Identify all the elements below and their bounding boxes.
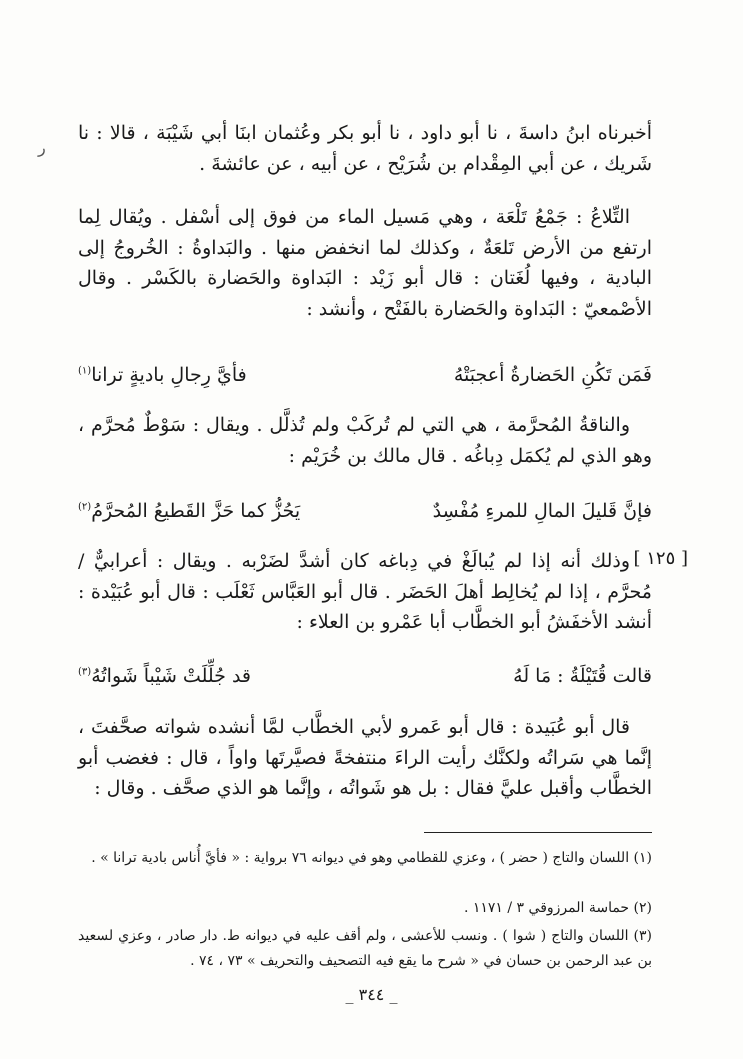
paragraph-isnad: أخبرناه ابنُ داسةَ ، نا أبو داود ، نا أبو بكر وعُثمان ابنَا أبي شَيْبَة ، قالا : نا شَريك ، عن أبي المِقْدام بن شُرَيْح ، عن أبيه ، عن عائشةَ . (78, 122, 652, 175)
verse-3-second-hemistich: قد جُلِّلَتْ شَيْباً شَواتُهُ$^{(٣)}$ (78, 665, 252, 687)
footnote-ref-2: (٢) (78, 501, 92, 513)
footnote-1: (١) اللسان والتاج ( حضر ) ، وعزي للقطامي وهو في ديوانه ٧٦ برواية : « فأيَّ أُناس بادية ترانا » . (91, 850, 652, 866)
footnote-ref-1: (١) (78, 365, 92, 377)
verse-1 (78, 364, 652, 396)
verse-1-second-hemistich: فأيَّ رِجالِ باديةٍ ترانا$^{(١)}$ (78, 364, 247, 386)
footnote-ref-3: (٣) (78, 666, 92, 678)
page-number: _ ٣٤٤ _ (345, 985, 398, 1004)
footnote-2: (٢) حماسة المرزوقي ٣ / ١١٧١ . (463, 900, 652, 916)
verse-2 (78, 500, 652, 532)
verse-2-second-hemistich: يَحُزُّ كما حَزَّ القَطيعُ المُحرَّمُ$^{(٢)}$ (78, 500, 301, 522)
verse-1-first-hemistich: فَمَن تَكُنِ الحَضارةُ أعجبَتْهُ (453, 364, 652, 386)
footnote-3: (٣) اللسان والتاج ( شوا ) . ونسب للأعشى ، ولم أقف عليه في ديوانه ط. دار صادر ، وعزي لسعيد بن عبد الرحمن بن حسان في « شرح ما يقع فيه التصحيف والتحريف » ٧٣ ، ٧٤ . (78, 928, 652, 969)
paragraph-tila: التِّلاعُ : جَمْعُ تَلْعَة ، وهي مَسيل الماء من فوق إلى أسْفل . ويُقال لِما ارتفع من الأرض تَلعَةٌ ، وكذلك لما انخفض منها . والبَداوةُ : الخُروجُ إلى البادية ، وفيها لُغَتان : قال أبو زَيْد : البَداوة والحَضارة بالكَسْر . وقال الأصْمعيّ : البَداوة والحَضارة بالفَتْح ، وأنشد : (78, 206, 652, 320)
paragraph-dhalik: وذلك أنه إذا لم يُبالَغْ في دِباغه كان أشدَّ لضَرْبه . ويقال : أعرابيٌّ / مُحرَّم ، إذا لم يُخالِط أهلَ الحَضَر . قال أبو العَبَّاس ثَعْلَب : قال أبو عُبَيْدة : أنشد الأخفَشُ أبو الخطَّاب أبا عَمْرو بن العلاء : (78, 550, 652, 633)
verse-3 (78, 665, 652, 697)
verse-2-first-hemistich: فإنَّ قَليلَ المالِ للمرءِ مُفْسِدٌ (432, 500, 652, 522)
verse-3-first-hemistich: قالت قُتَيْلَةُ : مَا لَهُ (513, 665, 652, 687)
footnote-divider (424, 832, 652, 833)
paragraph-abu-ubayda: قال أبو عُبَيدة : قال أبو عَمرو لأبي الخطَّاب لمَّا أنشده شواته صحَّفتَ ، إنَّما هي سَراتُه ولكنَّك رأيت الراءَ منتفخةً فصيَّرتَها واواً ، قال : فغضب أبو الخطَّاب وأقبل عليَّ فقال : بل هو شَواتُه ، وإنَّما هو الذي صحَّف . وقال : (78, 716, 652, 799)
margin-mark: ﺭ (38, 138, 46, 157)
paragraph-naqa: والناقةُ المُحرَّمة ، هي التي لم تُركَبْ ولم تُذلَّل . ويقال : سَوْطٌ مُحرَّم ، وهو الذي لم يُكمَل دِباغُه . قال مالك بن خُرَيْم : (78, 414, 652, 467)
folio-number: [ ١٢٥ ] (633, 548, 688, 569)
